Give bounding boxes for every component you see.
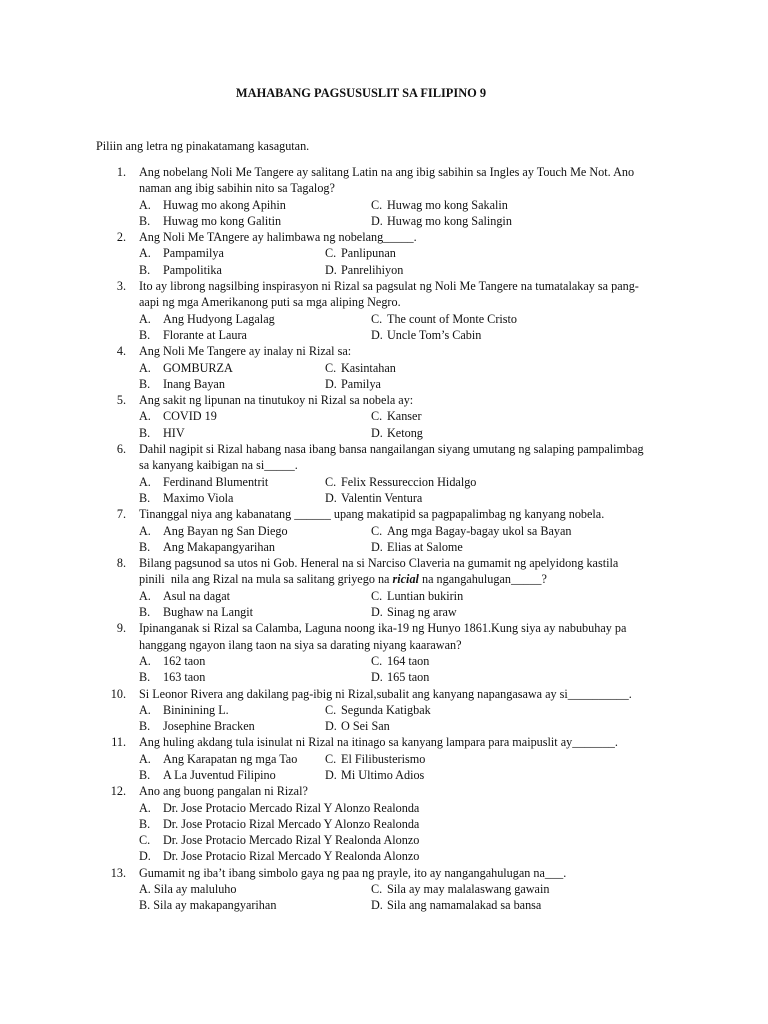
answer-option[interactable] xyxy=(139,327,247,343)
answer-option[interactable] xyxy=(139,213,281,229)
answer-option[interactable] xyxy=(371,669,429,685)
answer-option[interactable] xyxy=(371,523,571,539)
option-letter: B. xyxy=(139,490,151,505)
question-line xyxy=(0,164,768,180)
question-number: 8. xyxy=(116,556,126,571)
option-letter: B. xyxy=(139,816,151,831)
question-text: sa kanyang kaibigan na si_____. xyxy=(139,458,298,473)
option-row xyxy=(0,702,768,718)
option-text: HIV xyxy=(163,425,185,440)
question-line xyxy=(0,686,768,702)
option-text: Sila ay may malalaswang gawain xyxy=(387,882,550,897)
option-row xyxy=(0,767,768,783)
option-text: A La Juventud Filipino xyxy=(163,767,276,782)
option-letter: C. xyxy=(325,360,337,375)
option-text: The count of Monte Cristo xyxy=(387,311,517,326)
question-text: Tinanggal niya ang kabanatang ______ upang makatipid sa pagpapalimbag ng kanyang nobela. xyxy=(139,507,605,522)
answer-option[interactable] xyxy=(325,376,381,392)
option-letter: C. xyxy=(371,653,383,668)
option-letter: D. xyxy=(371,539,383,554)
option-text: Bininining L. xyxy=(163,702,229,717)
option-text: Mi Ultimo Adios xyxy=(341,767,425,782)
question-line xyxy=(0,571,768,587)
option-text: Pampolitika xyxy=(163,262,222,277)
question-line xyxy=(0,620,768,636)
option-letter: B. xyxy=(139,605,151,620)
question-text: Ano ang buong pangalan ni Rizal? xyxy=(139,784,308,799)
option-text: Huwag mo akong Apihin xyxy=(163,197,286,212)
option-letter: D. xyxy=(139,849,151,864)
option-text: Uncle Tom’s Cabin xyxy=(387,327,482,342)
option-row xyxy=(0,718,768,734)
answer-option[interactable] xyxy=(139,816,419,832)
answer-option[interactable] xyxy=(139,588,230,604)
option-text: Kasintahan xyxy=(341,360,396,375)
option-text: Ang Makapangyarihan xyxy=(163,539,276,554)
option-row xyxy=(0,653,768,669)
option-letter: A. xyxy=(139,800,151,815)
answer-option[interactable] xyxy=(139,474,268,490)
answer-option[interactable] xyxy=(139,490,233,506)
question-line xyxy=(0,392,768,408)
question-text-part: pinili nila ang Rizal na mula sa salitang griyego na xyxy=(139,572,393,587)
answer-option[interactable] xyxy=(371,213,512,229)
option-row xyxy=(0,262,768,278)
option-letter: B. xyxy=(139,425,151,440)
question-number: 9. xyxy=(116,621,126,636)
question-number: 13. xyxy=(110,865,126,880)
answer-option[interactable] xyxy=(139,653,205,669)
option-letter: C. xyxy=(325,246,337,261)
question-line xyxy=(0,343,768,359)
option-row xyxy=(0,588,768,604)
answer-option[interactable] xyxy=(139,376,225,392)
option-text: 165 taon xyxy=(387,670,430,685)
option-letter: C. xyxy=(325,751,337,766)
option-text: Kanser xyxy=(387,409,422,424)
answer-option[interactable] xyxy=(139,881,237,897)
option-text: Dr. Jose Protacio Mercado Rizal Y Alonzo Realonda xyxy=(163,800,420,815)
question-text: Ang sakit ng lipunan na tinutukoy ni Rizal sa nobela ay: xyxy=(139,393,414,408)
emphasized-word: ricial xyxy=(392,572,419,587)
option-letter: C. xyxy=(371,311,383,326)
option-row xyxy=(0,490,768,506)
option-text: Ferdinand Blumentrit xyxy=(163,474,269,489)
question-item xyxy=(0,343,768,392)
answer-option[interactable] xyxy=(139,425,185,441)
question-item xyxy=(0,734,768,783)
option-letter: A. xyxy=(139,197,151,212)
question-item xyxy=(0,278,768,343)
question-list xyxy=(0,164,768,914)
option-row xyxy=(0,197,768,213)
question-number: 1. xyxy=(116,165,126,179)
question-text: naman ang ibig sabihin nito sa Tagalog? xyxy=(139,181,335,196)
option-text: Luntian bukirin xyxy=(387,588,464,603)
answer-option[interactable] xyxy=(371,327,481,343)
option-row xyxy=(0,360,768,376)
option-row xyxy=(0,832,768,848)
option-letter: D. xyxy=(325,767,337,782)
option-text: O Sei San xyxy=(341,719,390,734)
option-letter: D. xyxy=(325,719,337,734)
option-row xyxy=(0,245,768,261)
answer-option[interactable] xyxy=(371,588,463,604)
option-text: Dr. Jose Protacio Mercado Rizal Y Realonda Alonzo xyxy=(163,833,420,848)
option-letter: C. xyxy=(139,833,151,848)
answer-option[interactable] xyxy=(139,897,276,913)
answer-option[interactable] xyxy=(371,197,508,213)
question-line xyxy=(0,278,768,294)
option-text: Asul na dagat xyxy=(163,588,231,603)
option-letter: D. xyxy=(325,376,337,391)
option-letter: A. xyxy=(139,653,151,668)
option-text: A. Sila ay maluluho xyxy=(139,882,237,897)
option-text: GOMBURZA xyxy=(163,360,233,375)
option-letter: D. xyxy=(371,605,383,620)
option-text: 164 taon xyxy=(387,653,430,668)
question-item xyxy=(0,555,768,620)
option-text: Ang Bayan ng San Diego xyxy=(163,523,288,538)
answer-option[interactable] xyxy=(371,897,541,913)
question-line xyxy=(0,555,768,571)
answer-option[interactable] xyxy=(139,669,205,685)
question-item xyxy=(0,865,768,914)
option-row xyxy=(0,816,768,832)
option-letter: D. xyxy=(325,490,337,505)
option-text: B. Sila ay makapangyarihan xyxy=(139,898,277,913)
question-line xyxy=(0,294,768,310)
option-letter: A. xyxy=(139,409,151,424)
option-text: Sinag ng araw xyxy=(387,605,457,620)
option-letter: D. xyxy=(371,425,383,440)
option-text: Panlipunan xyxy=(341,246,396,261)
option-text: Segunda Katigbak xyxy=(341,702,431,717)
question-number: 11. xyxy=(111,735,126,750)
question-text: Gumamit ng iba’t ibang simbolo gaya ng paa ng prayle, ito ay nangangahulugan na___. xyxy=(139,865,567,880)
question-text: Bilang pagsunod sa utos ni Gob. Heneral na si Narciso Claveria na gumamit ng apelyidong kastila xyxy=(139,556,619,571)
option-text: Dr. Jose Protacio Rizal Mercado Y Alonzo Realonda xyxy=(163,816,420,831)
question-line xyxy=(0,783,768,799)
option-letter: B. xyxy=(139,327,151,342)
option-text: 163 taon xyxy=(163,670,206,685)
answer-option[interactable] xyxy=(139,262,222,278)
question-line xyxy=(0,637,768,653)
answer-option[interactable] xyxy=(325,360,396,376)
answer-option[interactable] xyxy=(139,197,286,213)
question-line xyxy=(0,180,768,196)
option-letter: A. xyxy=(139,588,151,603)
option-text: Huwag mo kong Sakalin xyxy=(387,197,508,212)
answer-option[interactable] xyxy=(371,881,549,897)
exam-title: MAHABANG PAGSUSUSLIT SA FILIPINO 9 xyxy=(235,86,487,100)
question-item xyxy=(0,506,768,555)
answer-option[interactable] xyxy=(325,718,390,734)
answer-option[interactable] xyxy=(325,474,476,490)
question-line xyxy=(0,441,768,457)
option-letter: A. xyxy=(139,474,151,489)
question-item xyxy=(0,686,768,735)
question-text: Ipinanganak si Rizal sa Calamba, Laguna noong ika-19 ng Hunyo 1861.Kung siya ay nabubuhay pa xyxy=(139,621,627,636)
option-row xyxy=(0,425,768,441)
option-letter: C. xyxy=(325,702,337,717)
option-letter: B. xyxy=(139,539,151,554)
question-text: Ang Noli Me Tangere ay inalay ni Rizal sa: xyxy=(139,344,352,359)
option-text: Pamilya xyxy=(341,376,381,391)
question-text: hanggang ngayon ilang taon na siya sa darating niyang kaarawan? xyxy=(139,637,462,652)
answer-option[interactable] xyxy=(139,718,255,734)
option-text: Huwag mo kong Galitin xyxy=(163,213,282,228)
option-letter: D. xyxy=(325,262,337,277)
option-letter: B. xyxy=(139,376,151,391)
answer-option[interactable] xyxy=(371,653,429,669)
answer-option[interactable] xyxy=(325,262,403,278)
question-text xyxy=(139,571,547,587)
answer-option[interactable] xyxy=(325,490,422,506)
answer-option[interactable] xyxy=(139,408,217,424)
option-row xyxy=(0,669,768,685)
answer-option[interactable] xyxy=(325,702,431,718)
question-number: 7. xyxy=(116,507,126,522)
option-letter: D. xyxy=(371,213,383,228)
question-item xyxy=(0,229,768,278)
question-line xyxy=(0,865,768,881)
answer-option[interactable] xyxy=(139,702,229,718)
option-text: Pampamilya xyxy=(163,246,224,261)
option-letter: A. xyxy=(139,360,151,375)
option-text: Inang Bayan xyxy=(163,376,225,391)
answer-option[interactable] xyxy=(325,751,425,767)
option-text: Felix Ressureccion Hidalgo xyxy=(341,474,477,489)
option-row xyxy=(0,376,768,392)
option-letter: A. xyxy=(139,311,151,326)
answer-option[interactable] xyxy=(139,523,288,539)
question-text: Dahil nagipit si Rizal habang nasa ibang bansa nangailangan siyang umutang ng salaping pampalimbag xyxy=(139,442,644,457)
question-item xyxy=(0,441,768,506)
answer-option[interactable] xyxy=(139,800,419,816)
question-line xyxy=(0,734,768,750)
answer-option[interactable] xyxy=(139,604,253,620)
answer-option[interactable] xyxy=(371,539,463,555)
question-number: 10. xyxy=(110,686,126,701)
answer-option[interactable] xyxy=(371,311,517,327)
answer-option[interactable] xyxy=(371,604,457,620)
option-letter: C. xyxy=(325,474,337,489)
option-letter: C. xyxy=(371,523,383,538)
option-row xyxy=(0,474,768,490)
option-letter: C. xyxy=(371,197,383,212)
option-text: Sila ang namamalakad sa bansa xyxy=(387,898,542,913)
option-text: Panrelihiyon xyxy=(341,262,404,277)
option-row xyxy=(0,800,768,816)
answer-option[interactable] xyxy=(139,360,233,376)
option-text: Huwag mo kong Salingin xyxy=(387,213,512,228)
option-row xyxy=(0,539,768,555)
option-text: Dr. Jose Protacio Rizal Mercado Y Realonda Alonzo xyxy=(163,849,420,864)
option-letter: D. xyxy=(371,327,383,342)
question-text: Ang huling akdang tula isinulat ni Rizal na itinago sa kanyang lampara para maipuslit ay_______. xyxy=(139,735,618,750)
option-letter: C. xyxy=(371,588,383,603)
question-number: 3. xyxy=(116,279,126,294)
option-row xyxy=(0,523,768,539)
answer-option[interactable] xyxy=(139,751,297,767)
question-item xyxy=(0,620,768,685)
option-text: Florante at Laura xyxy=(163,327,247,342)
question-item xyxy=(0,392,768,441)
option-row xyxy=(0,408,768,424)
option-text: Ang Karapatan ng mga Tao xyxy=(163,751,298,766)
question-text-part: na ngangahulugan_____? xyxy=(418,572,547,587)
option-text: 162 taon xyxy=(163,653,206,668)
option-letter: D. xyxy=(371,670,383,685)
answer-option[interactable] xyxy=(139,848,419,864)
question-text: aapi ng mga Amerikanong puti sa mga aliping Negro. xyxy=(139,295,401,310)
answer-option[interactable] xyxy=(371,408,422,424)
option-text: El Filibusterismo xyxy=(341,751,426,766)
option-text: Valentin Ventura xyxy=(341,490,423,505)
question-number: 6. xyxy=(116,442,126,457)
answer-option[interactable] xyxy=(139,767,276,783)
option-row xyxy=(0,604,768,620)
option-letter: B. xyxy=(139,213,151,228)
answer-option[interactable] xyxy=(325,767,424,783)
instruction-text: Piliin ang letra ng pinakatamang kasagutan. xyxy=(96,139,310,153)
question-text: Ang Noli Me TAngere ay halimbawa ng nobelang_____. xyxy=(139,230,417,245)
question-number: 2. xyxy=(116,230,126,245)
option-text: Maximo Viola xyxy=(163,490,234,505)
question-text: Ito ay librong nagsilbing inspirasyon ni Rizal sa pagsulat ng Noli Me Tangere na tumatalakay sa pang- xyxy=(139,279,639,294)
question-text: Si Leonor Rivera ang dakilang pag-ibig ni Rizal,subalit ang kanyang napangasawa ay si__________. xyxy=(139,686,632,701)
option-letter: A. xyxy=(139,246,151,261)
option-row xyxy=(0,848,768,864)
answer-option[interactable] xyxy=(325,245,396,261)
option-row xyxy=(0,751,768,767)
option-letter: B. xyxy=(139,262,151,277)
option-text: Ketong xyxy=(387,425,423,440)
question-item xyxy=(0,164,768,229)
option-row xyxy=(0,311,768,327)
option-letter: B. xyxy=(139,670,151,685)
option-letter: B. xyxy=(139,767,151,782)
option-row xyxy=(0,881,768,897)
option-text: Ang mga Bagay-bagay ukol sa Bayan xyxy=(387,523,572,538)
option-row xyxy=(0,327,768,343)
option-row xyxy=(0,897,768,913)
option-letter: C. xyxy=(371,882,383,897)
option-letter: A. xyxy=(139,751,151,766)
question-number: 12. xyxy=(110,784,126,799)
question-line xyxy=(0,506,768,522)
option-letter: A. xyxy=(139,523,151,538)
option-text: Josephine Bracken xyxy=(163,719,255,734)
question-item xyxy=(0,783,768,864)
question-line xyxy=(0,229,768,245)
option-text: Bughaw na Langit xyxy=(163,605,254,620)
question-line xyxy=(0,457,768,473)
answer-option[interactable] xyxy=(139,311,275,327)
option-letter: B. xyxy=(139,719,151,734)
question-text: Ang nobelang Noli Me Tangere ay salitang Latin na ang ibig sabihin sa Ingles ay Touch Me Not. Ano xyxy=(139,165,635,179)
answer-option[interactable] xyxy=(371,425,423,441)
option-text: Elias at Salome xyxy=(387,539,463,554)
answer-option[interactable] xyxy=(139,245,224,261)
answer-option[interactable] xyxy=(139,539,275,555)
option-letter: A. xyxy=(139,702,151,717)
answer-option[interactable] xyxy=(139,832,419,848)
question-number: 5. xyxy=(116,393,126,408)
option-text: COVID 19 xyxy=(163,409,217,424)
option-text: Ang Hudyong Lagalag xyxy=(163,311,275,326)
option-letter: C. xyxy=(371,409,383,424)
question-number: 4. xyxy=(116,344,126,359)
option-row xyxy=(0,213,768,229)
option-letter: D. xyxy=(371,898,383,913)
